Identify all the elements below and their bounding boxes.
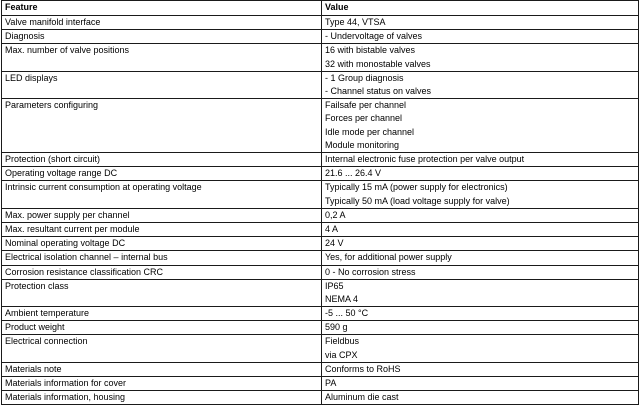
- table-row: [2, 335, 639, 362]
- value-line: Yes, for additional power supply: [325, 252, 452, 263]
- feature-cell: Diagnosis: [2, 30, 322, 44]
- value-cell: [322, 30, 639, 44]
- value-line: - 1 Group diagnosis: [325, 72, 404, 83]
- table-row: [2, 377, 639, 391]
- value-line: -5 ... 50 °C: [325, 308, 369, 319]
- feature-cell: Protection (short circuit): [2, 152, 322, 166]
- table-row: [2, 167, 639, 181]
- feature-cell: Electrical connection: [2, 335, 322, 362]
- value-line: via CPX: [325, 349, 358, 360]
- value-line: 4 A: [325, 223, 339, 234]
- feature-cell: Max. number of valve positions: [2, 44, 322, 71]
- spec-table: [1, 0, 639, 405]
- feature-cell: Protection class: [2, 279, 322, 306]
- table-row: [2, 71, 639, 98]
- value-cell: [322, 279, 639, 306]
- value-line: - Undervoltage of valves: [325, 31, 423, 42]
- feature-cell: Materials information for cover: [2, 377, 322, 391]
- value-cell: [322, 251, 639, 265]
- feature-cell: Materials information, housing: [2, 391, 322, 405]
- value-cell: [322, 208, 639, 222]
- value-cell: [322, 362, 639, 376]
- value-line: Internal electronic fuse protection per valve output: [325, 153, 525, 164]
- value-cell: [322, 335, 639, 362]
- value-line: IP65: [325, 280, 344, 291]
- feature-cell: Product weight: [2, 321, 322, 335]
- value-line: 16 with bistable valves: [325, 45, 416, 56]
- value-cell: [322, 321, 639, 335]
- value-cell: [322, 237, 639, 251]
- value-column-header: Value: [322, 1, 639, 16]
- value-line: 0 - No corrosion stress: [325, 266, 416, 277]
- value-line: 32 with monostable valves: [325, 58, 431, 69]
- feature-cell: Parameters configuring: [2, 99, 322, 153]
- feature-cell: Valve manifold interface: [2, 16, 322, 30]
- value-line: 0,2 A: [325, 209, 346, 220]
- value-cell: [322, 307, 639, 321]
- value-cell: [322, 391, 639, 405]
- value-line: Module monitoring: [325, 139, 400, 150]
- table-header-row: [2, 1, 639, 16]
- table-row: [2, 391, 639, 405]
- value-line: Conforms to RoHS: [325, 363, 401, 374]
- value-cell: [322, 16, 639, 30]
- value-cell: [322, 265, 639, 279]
- value-cell: [322, 167, 639, 181]
- table-row: [2, 307, 639, 321]
- value-line: 590 g: [325, 322, 348, 333]
- table-row: [2, 237, 639, 251]
- value-cell: [322, 181, 639, 208]
- value-line: PA: [325, 378, 337, 389]
- feature-column-header: Feature: [2, 1, 322, 16]
- table-row: [2, 251, 639, 265]
- feature-cell: Ambient temperature: [2, 307, 322, 321]
- value-line: Typically 15 mA (power supply for electronics): [325, 182, 508, 193]
- value-line: NEMA 4: [325, 293, 359, 304]
- value-line: Fieldbus: [325, 336, 360, 347]
- table-row: [2, 265, 639, 279]
- spec-table-body: [2, 16, 639, 405]
- table-row: [2, 321, 639, 335]
- feature-cell: Electrical isolation channel – internal bus: [2, 251, 322, 265]
- value-line: Idle mode per channel: [325, 126, 415, 137]
- feature-cell: LED displays: [2, 71, 322, 98]
- table-row: [2, 362, 639, 376]
- feature-cell: Operating voltage range DC: [2, 167, 322, 181]
- table-row: [2, 279, 639, 306]
- value-line: - Channel status on valves: [325, 85, 432, 96]
- feature-cell: Max. power supply per channel: [2, 208, 322, 222]
- value-line: Forces per channel: [325, 113, 403, 124]
- table-row: [2, 30, 639, 44]
- table-row: [2, 99, 639, 153]
- value-line: Typically 50 mA (load voltage supply for valve): [325, 195, 510, 206]
- value-cell: [322, 71, 639, 98]
- feature-cell: Intrinsic current consumption at operating voltage: [2, 181, 322, 208]
- value-line: Failsafe per channel: [325, 100, 407, 111]
- table-row: [2, 208, 639, 222]
- table-row: [2, 222, 639, 236]
- value-line: 24 V: [325, 238, 344, 249]
- value-cell: [322, 377, 639, 391]
- table-row: [2, 44, 639, 71]
- table-row: [2, 181, 639, 208]
- feature-cell: Materials note: [2, 362, 322, 376]
- feature-cell: Nominal operating voltage DC: [2, 237, 322, 251]
- value-line: Aluminum die cast: [325, 392, 399, 403]
- table-row: [2, 16, 639, 30]
- value-cell: [322, 152, 639, 166]
- feature-cell: Max. resultant current per module: [2, 222, 322, 236]
- value-line: Type 44, VTSA: [325, 17, 386, 27]
- value-cell: [322, 222, 639, 236]
- value-line: 21.6 ... 26.4 V: [325, 168, 382, 179]
- value-cell: [322, 99, 639, 153]
- table-row: [2, 152, 639, 166]
- value-cell: [322, 44, 639, 71]
- feature-cell: Corrosion resistance classification CRC: [2, 265, 322, 279]
